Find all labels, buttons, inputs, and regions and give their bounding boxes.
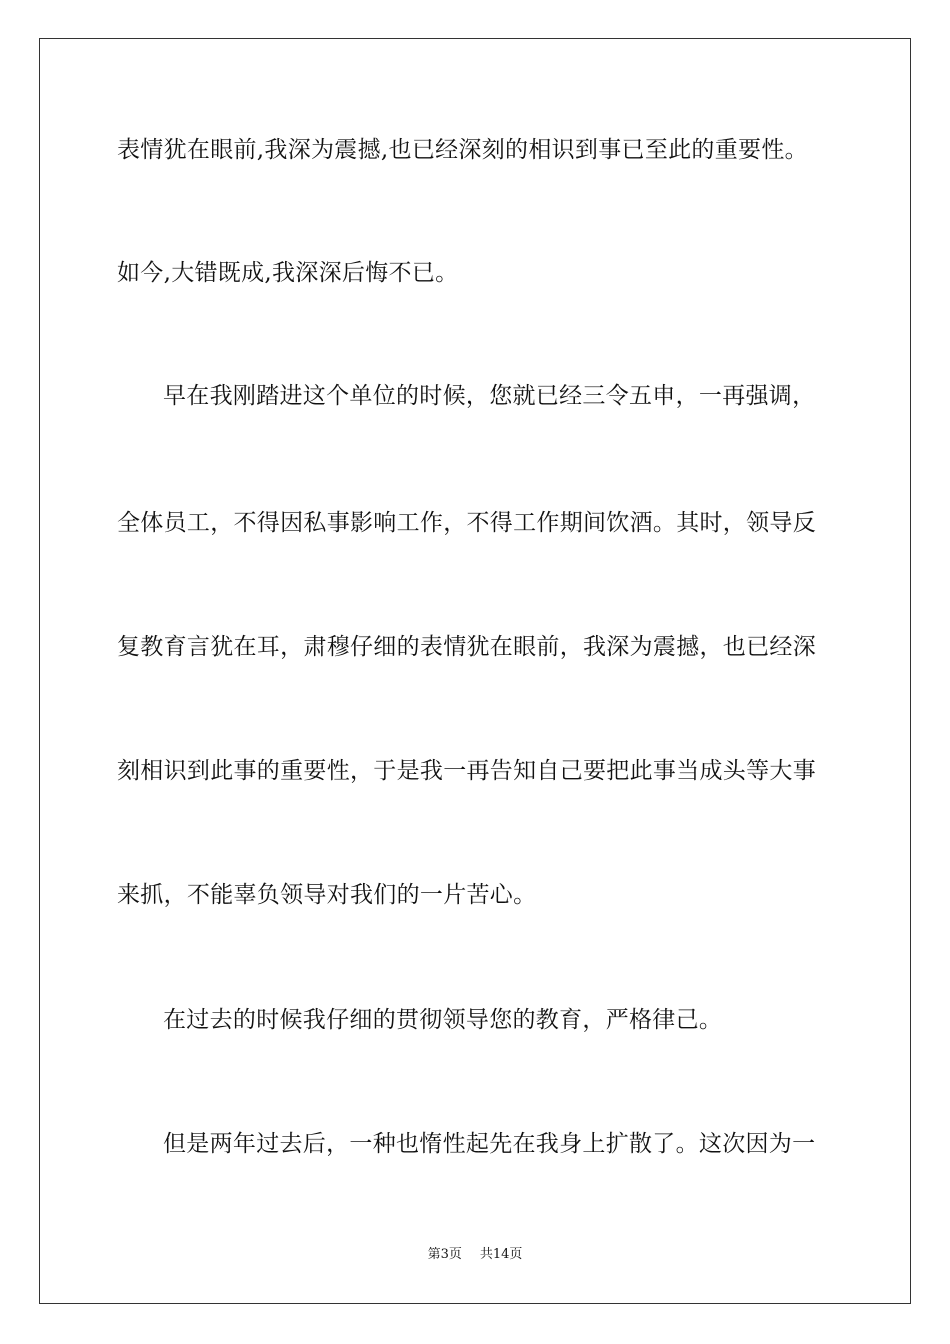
page-number: 第3页 [427,1247,462,1262]
page-footer [0,1247,950,1263]
text-line-7: 来抓，不能辜负领导对我们的一片苦心。 [117,882,537,908]
text-line-2: 如今,大错既成,我深深后悔不已。 [117,260,459,286]
text-line-3: 早在我刚踏进这个单位的时候，您就已经三令五申，一再强调， [163,383,816,409]
page-total: 共14页 [479,1247,523,1262]
text-line-8: 在过去的时候我仔细的贯彻领导您的教育，严格律己。 [163,1007,723,1033]
text-line-5: 复教育言犹在耳，肃穆仔细的表情犹在眼前，我深为震撼，也已经深 [117,634,816,660]
text-line-1: 表情犹在眼前,我深为震撼,也已经深刻的相识到事已至此的重要性。 [117,137,808,163]
text-line-9: 但是两年过去后，一种也惰性起先在我身上扩散了。这次因为一 [163,1131,816,1157]
text-line-4: 全体员工，不得因私事影响工作，不得工作期间饮酒。其时，领导反 [117,510,816,536]
page-border [39,38,911,1304]
text-line-6: 刻相识到此事的重要性，于是我一再告知自己要把此事当成头等大事 [117,758,816,784]
